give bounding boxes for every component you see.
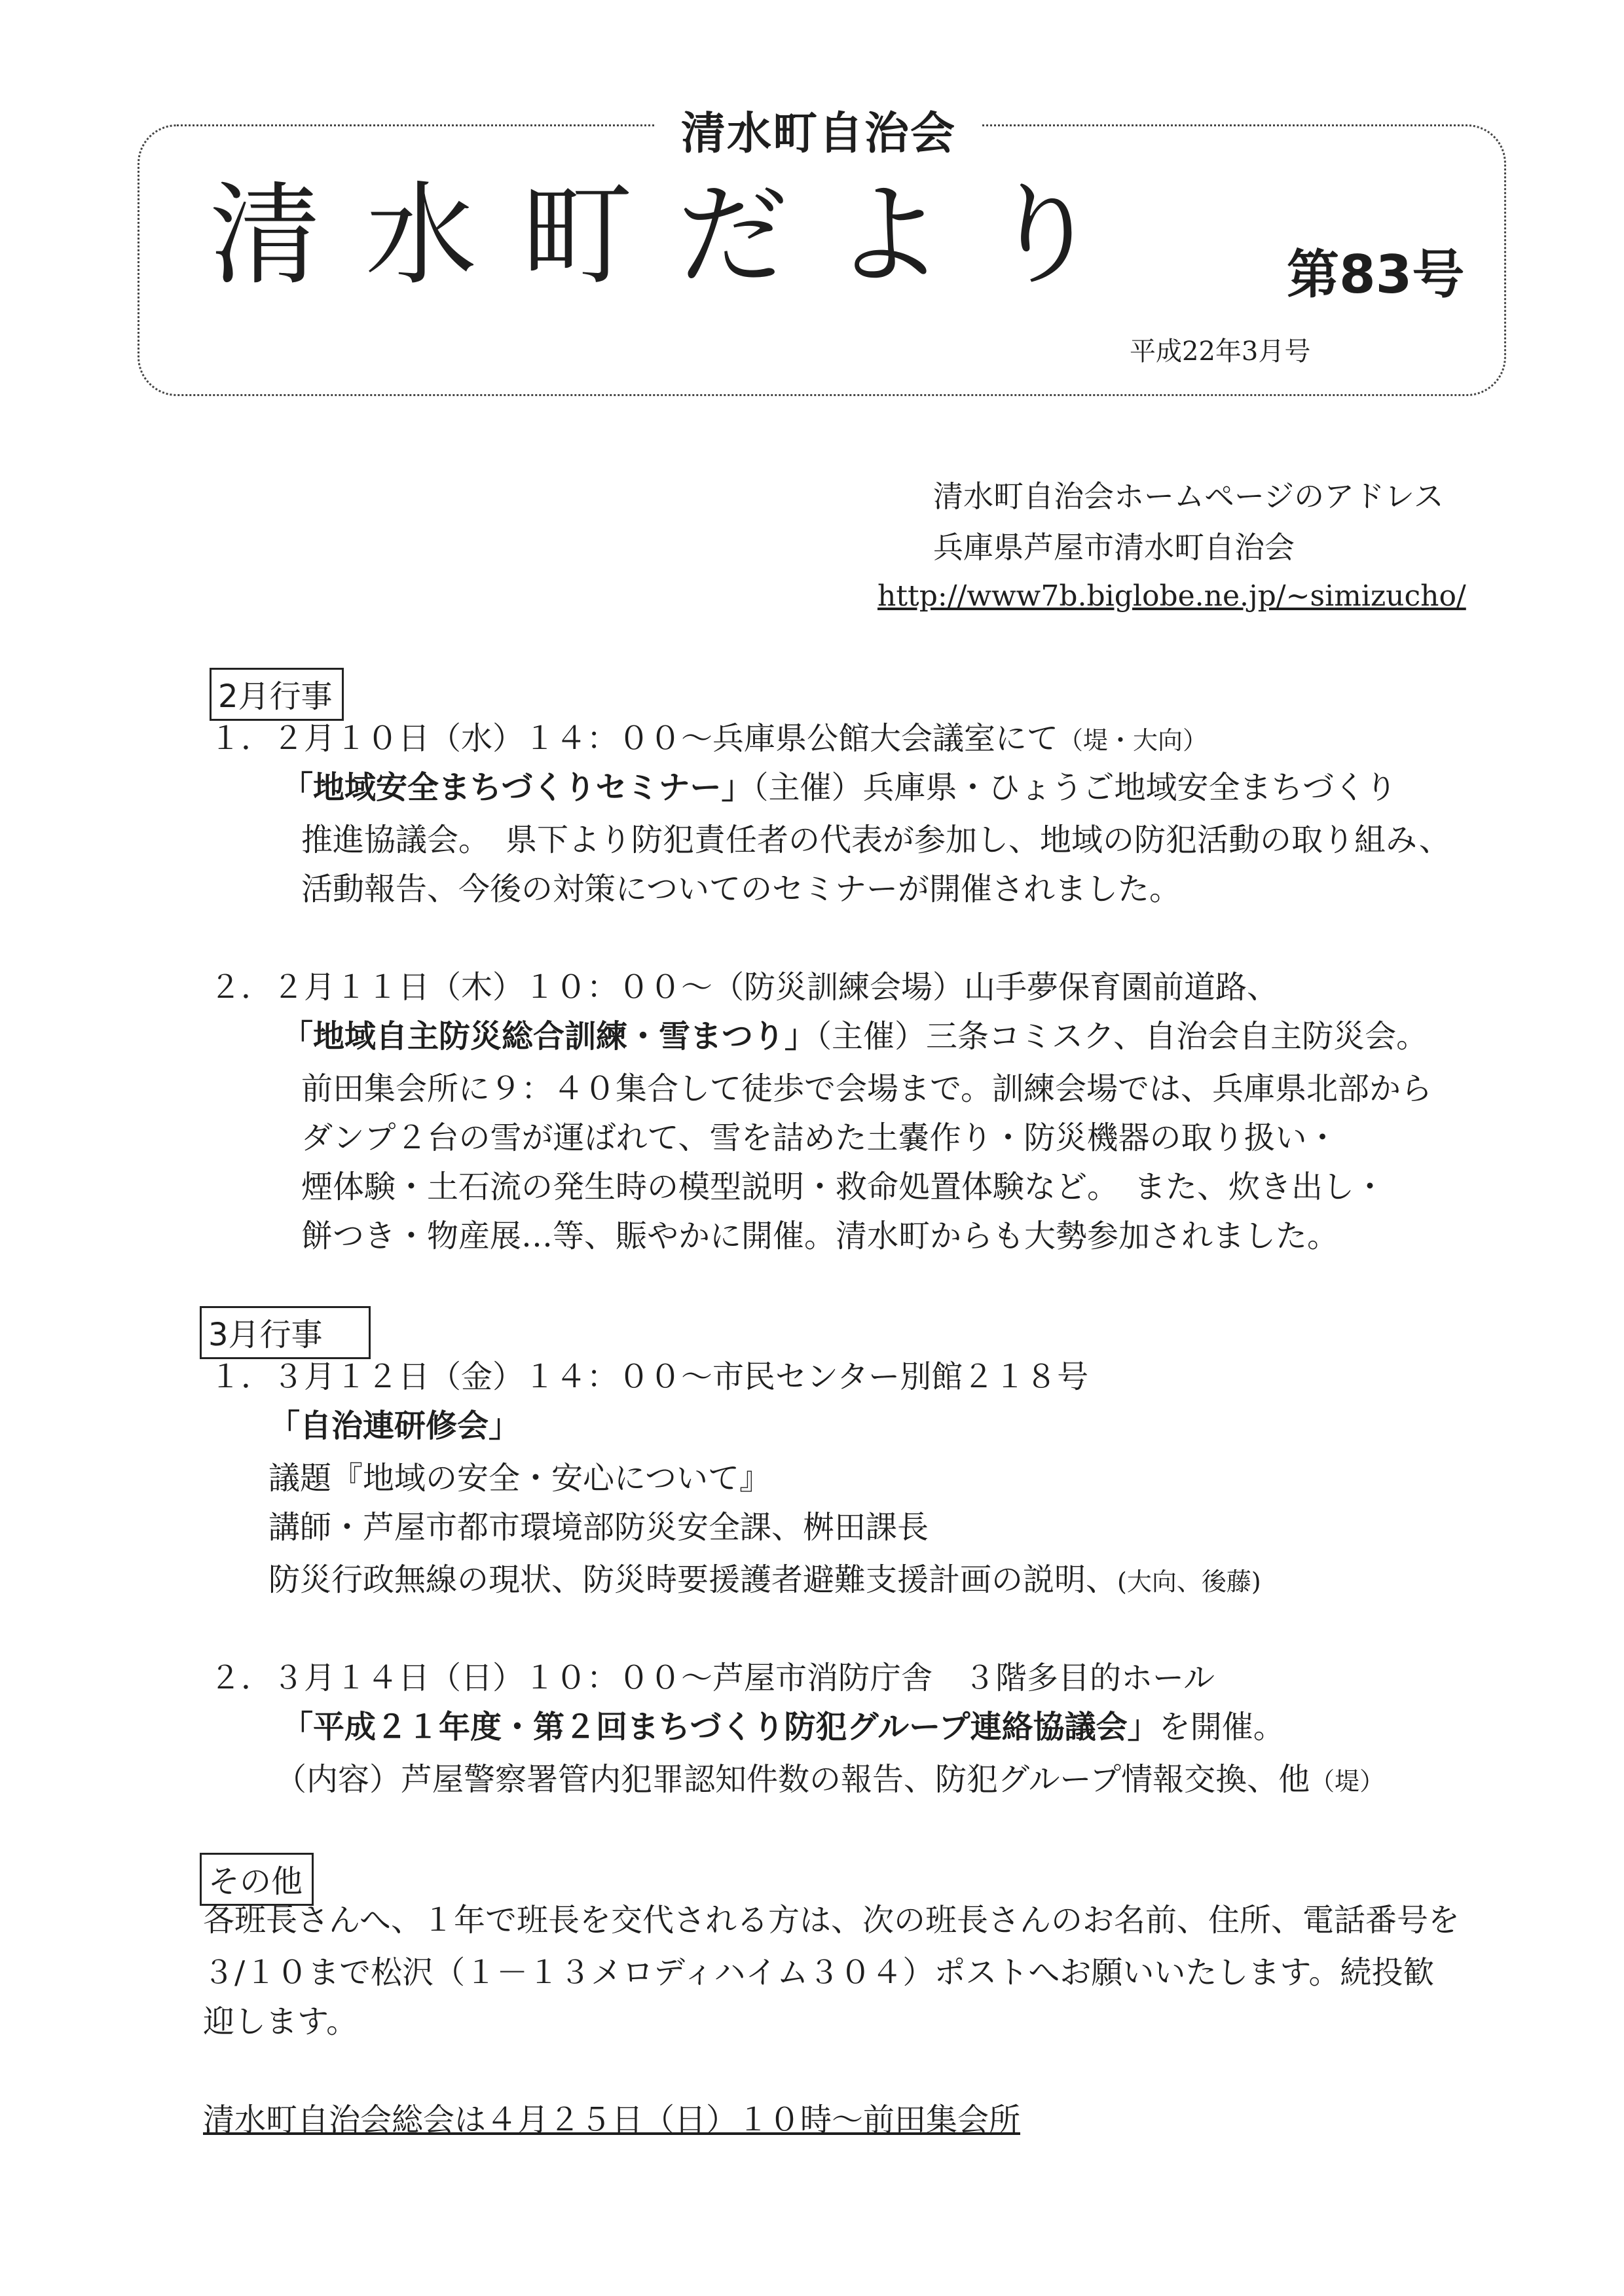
feb-item1-title-line (282, 769, 1397, 807)
mar-item1-lecturer: 講師・芦屋市都市環境部防災安全課、桝田課長 (268, 1509, 929, 1546)
section-label-other: その他 (200, 1853, 314, 1906)
homepage-label: 清水町自治会ホームページのアドレス (933, 479, 1444, 514)
feb-item1-head: １．２月１０日（水）１４：００～兵庫県公館大会議室にて (210, 720, 1059, 757)
newsletter-title: 清水町だより (210, 171, 1145, 301)
feb-item1-heading (210, 720, 1208, 758)
feb-item2-body-2: ダンプ２台の雪が運ばれて、雪を詰めた土嚢作り・防災機器の取り扱い・ (301, 1120, 1338, 1156)
mar-item2-content-note: （堤） (1310, 1767, 1385, 1796)
mar-item1-desc-note: (大向、後藤) (1117, 1567, 1261, 1596)
mar-item2-title-rest: を開催。 (1158, 1709, 1285, 1745)
other-body-2: ３/１０まで松沢（１－１３メロディハイム３０４）ポストへお願いいたします。続投歓 (203, 1954, 1435, 1991)
mar-item1-topic: 議題『地域の安全・安心について』 (268, 1460, 771, 1497)
feb-item2-title-line (282, 1018, 1428, 1056)
mar-item1-title: 「自治連研修会」 (268, 1408, 521, 1444)
feb-item2-body-4: 餅つき・物産展…等、賑やかに開催。清水町からも大勢参加されました。 (301, 1218, 1339, 1254)
feb-item2-title-rest: （主催）三条コミスク、自治会自主防災会。 (816, 1018, 1428, 1055)
mar-item2-title-line (282, 1709, 1285, 1747)
feb-item2-heading: ２．２月１１日（木）１０：００～（防災訓練会場）山手夢保育園前道路、 (210, 969, 1279, 1006)
feb-item1-note: （堤・大向） (1058, 726, 1208, 755)
general-meeting-notice: 清水町自治会総会は４月２５日（日）１０時～前田集会所 (203, 2102, 1021, 2138)
feb-item1-body-2: 活動報告、今後の対策についてのセミナーが開催されました。 (301, 871, 1181, 907)
homepage-url-link[interactable]: http://www7b.biglobe.ne.jp/~simizucho/ (877, 579, 1466, 613)
mar-item2-content-line (275, 1761, 1384, 1799)
feb-item1-title: 「地域安全まちづくりセミナー」 (282, 769, 753, 806)
section-label-february: 2月行事 (210, 668, 344, 721)
mar-item2-content: （内容）芦屋警察署管内犯罪認知件数の報告、防犯グループ情報交換、他 (275, 1761, 1310, 1798)
homepage-org: 兵庫県芦屋市清水町自治会 (933, 530, 1295, 565)
issue-date: 平成22年3月号 (1130, 337, 1311, 367)
mar-item2-title: 「平成２１年度・第２回まちづくり防犯グループ連絡協議会」 (282, 1709, 1159, 1745)
feb-item2-body-3: 煙体験・土石流の発生時の模型説明・救命処置体験など。 また、炊き出し・ (301, 1169, 1386, 1205)
other-body-3: 迎します。 (203, 2003, 358, 2040)
mar-item1-desc: 防災行政無線の現状、防災時要援護者避難支援計画の説明、 (268, 1561, 1118, 1598)
org-name: 清水町自治会 (655, 98, 982, 162)
issue-number: 第83号 (1287, 244, 1465, 305)
section-label-march: 3月行事 (200, 1306, 371, 1359)
feb-item1-title-rest: （主催）兵庫県・ひょうご地域安全まちづくり (752, 769, 1397, 806)
feb-item2-title: 「地域自主防災総合訓練・雪まつり」 (282, 1018, 817, 1055)
mar-item2-heading: ２．３月１４日（日）１０：００～芦屋市消防庁舎 ３階多目的ホール (210, 1660, 1215, 1696)
mar-item1-heading: １．３月１２日（金）１４：００～市民センター別館２１８号 (210, 1358, 1089, 1395)
feb-item2-body-1: 前田集会所に９：４０集合して徒歩で会場まで。訓練会場では、兵庫県北部から (301, 1070, 1433, 1107)
mar-item1-desc-line (268, 1561, 1261, 1599)
feb-item1-body-1: 推進協議会。 県下より防犯責任者の代表が参加し、地域の防犯活動の取り組み、 (301, 822, 1450, 858)
other-body-1: 各班長さんへ、１年で班長を交代される方は、次の班長さんのお名前、住所、電話番号を (203, 1902, 1460, 1939)
